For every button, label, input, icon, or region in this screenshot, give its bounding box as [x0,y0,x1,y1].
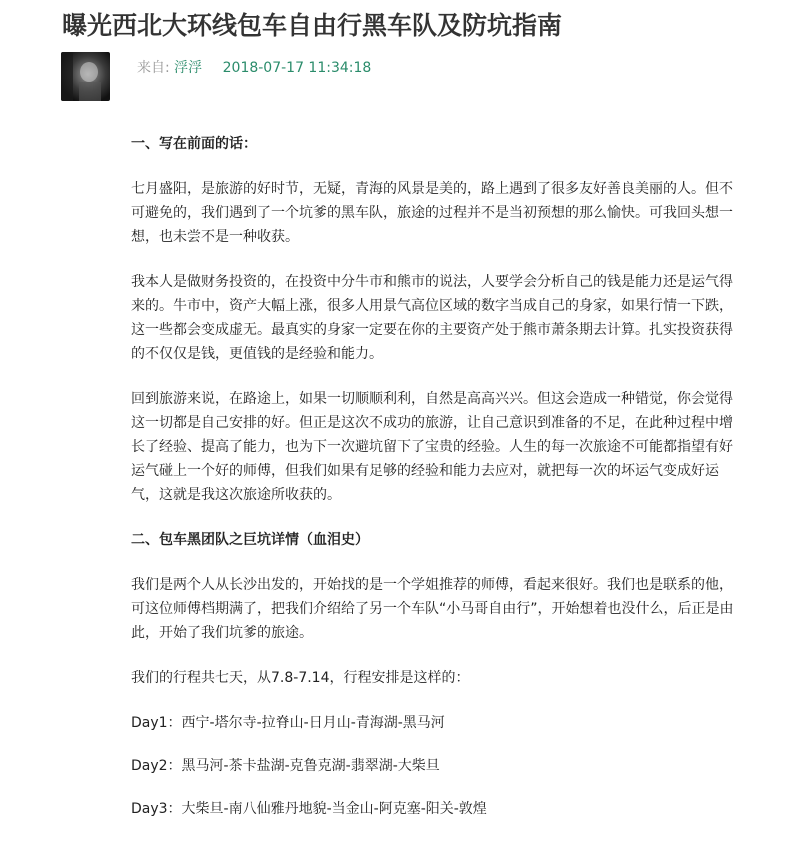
author-link[interactable]: 浮浮 [174,60,203,76]
post-timestamp: 2018-07-17 11:34:18 [222,60,372,76]
itinerary-day: Day2：黑马河-茶卡盐湖-克鲁克湖-翡翠湖-大柴旦 [131,758,440,774]
paragraph: 我们的行程共七天，从7.8-7.14，行程安排是这样的： [131,670,470,686]
author-prefix: 来自: [137,60,170,76]
section-heading: 二、包车黑团队之巨坑详情（血泪史） [131,532,369,548]
section-heading: 一、写在前面的话： [131,136,257,152]
article-body [131,132,741,840]
article-meta [137,58,371,78]
paragraph: 七月盛阳，是旅游的好时节，无疑，青海的风景是美的，路上遇到了很多友好善良美丽的人。但不可避免的，我们遇到了一个坑爹的黑车队，旅途的过程并不是当初预想的那么愉快。可我回头想一想，也未尝不是一种收获。 [131,181,733,245]
avatar-photo-icon [61,52,110,101]
article-title: 曝光西北大环线包车自由行黑车队及防坑指南 [62,11,563,40]
paragraph: 我们是两个人从长沙出发的，开始找的是一个学姐推荐的师傅，看起来很好。我们也是联系的他，可这位师傅档期满了，把我们介绍给了另一个车队“小马哥自由行”，开始想着也没什么，后正是由此，开始了我们坑爹的旅途。 [131,577,734,641]
avatar[interactable] [61,52,110,101]
paragraph: 回到旅游来说，在路途上，如果一切顺顺利利，自然是高高兴兴。但这会造成一种错觉，你会觉得这一切都是自己安排的好。但正是这次不成功的旅游，让自己意识到准备的不足，在此种过程中增长了经验、提高了能力，也为下一次避坑留下了宝贵的经验。人生的每一次旅途不可能都指望有好运气碰上一个好的师傅，但我们如果有足够的经验和能力去应对，就把每一次的坏运气变成好运气，这就是我这次旅途所收获的。 [131,391,733,503]
itinerary-day: Day1：西宁-塔尔寺-拉脊山-日月山-青海湖-黑马河 [131,715,445,731]
itinerary-day: Day3：大柴旦-南八仙雅丹地貌-当金山-阿克塞-阳关-敦煌 [131,801,487,817]
paragraph: 我本人是做财务投资的，在投资中分牛市和熊市的说法，人要学会分析自己的钱是能力还是运气得来的。牛市中，资产大幅上涨，很多人用景气高位区域的数字当成自己的身家，如果行情一下跌，这一些都会变成虚无。最真实的身家一定要在你的主要资产处于熊市萧条期去计算。扎实投资获得的不仅仅是钱，更值钱的是经验和能力。 [131,274,733,362]
